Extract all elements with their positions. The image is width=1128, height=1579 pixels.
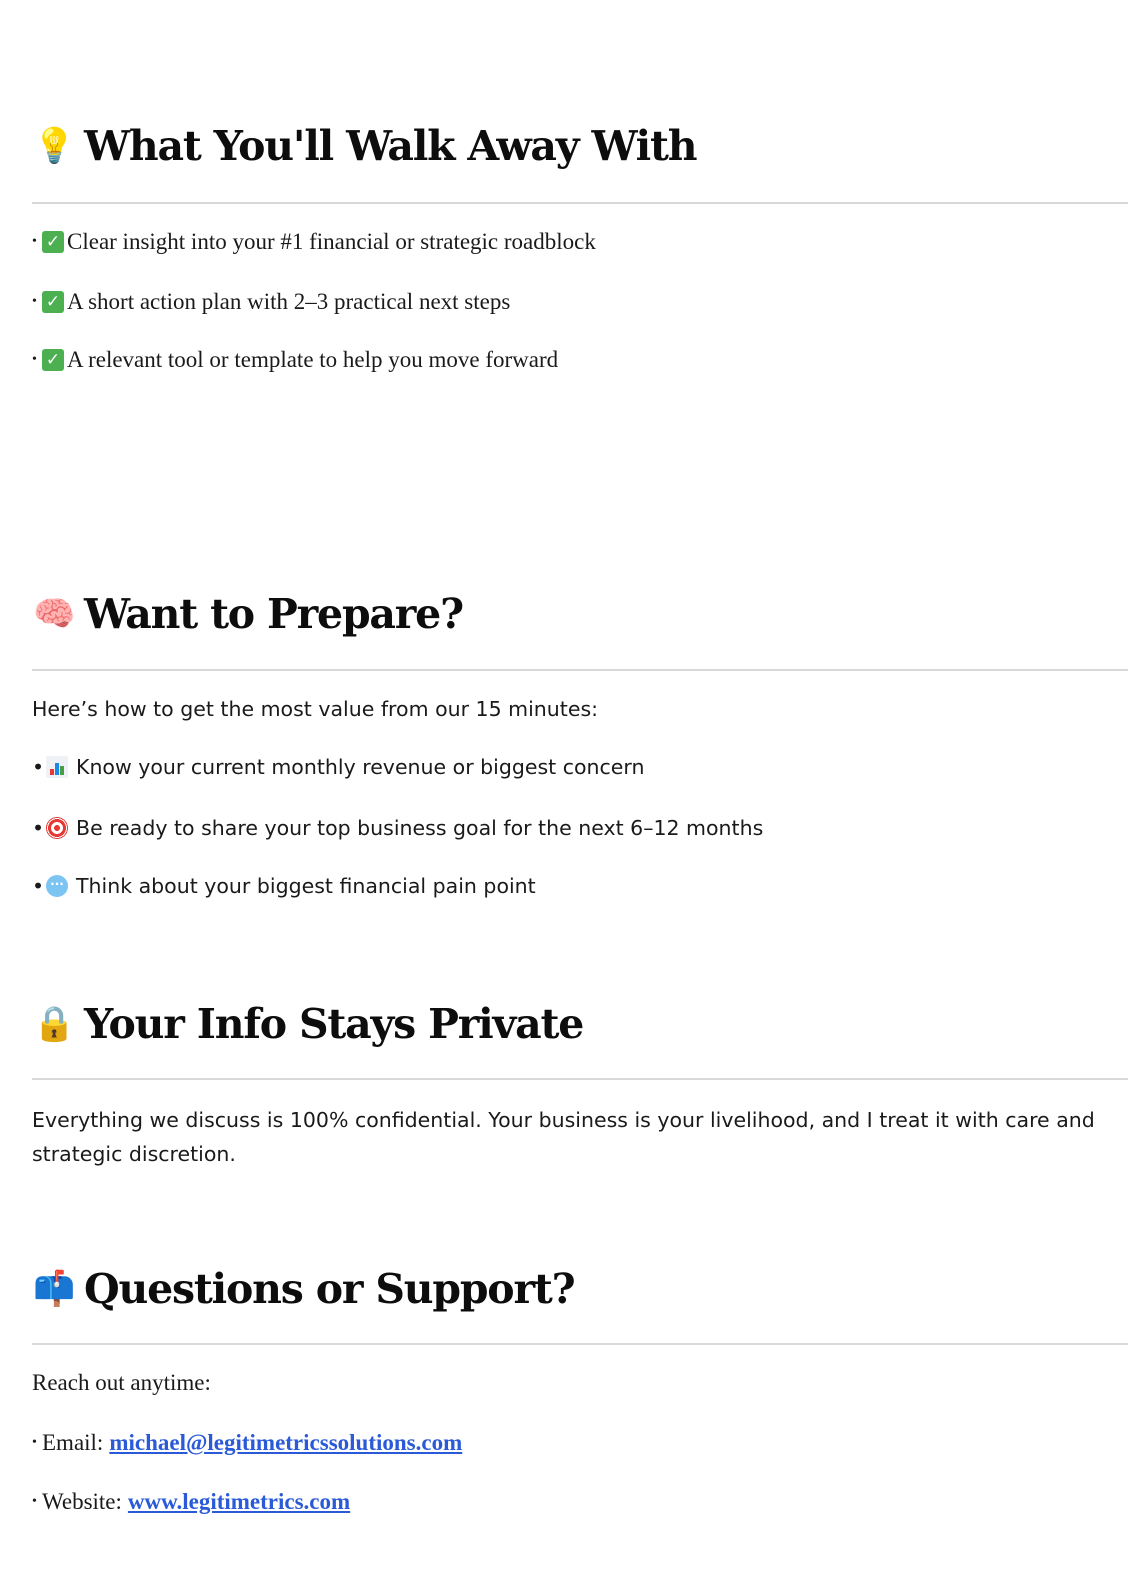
list-item <box>32 816 763 840</box>
bullet: • <box>32 755 45 779</box>
walk-away-section <box>32 118 1128 174</box>
list-item <box>32 229 596 255</box>
list-item <box>32 347 558 373</box>
list-item <box>32 874 536 898</box>
prepare-intro: Here’s how to get the most value from our 15 minutes: <box>32 697 599 721</box>
list-item-text: Think about your biggest financial pain point <box>76 874 536 898</box>
prepare-title: Want to Prepare? <box>84 590 463 638</box>
bar-chart-icon <box>46 756 68 778</box>
website-line <box>32 1489 350 1515</box>
bullet: • <box>32 874 45 898</box>
support-heading <box>32 1261 1128 1317</box>
brain-icon: 🧠 <box>33 594 75 634</box>
divider <box>32 669 1128 671</box>
walk-away-rule-wrap <box>32 202 1128 204</box>
website-link[interactable]: www.legitimetrics.com <box>127 1489 351 1514</box>
check-icon: ✓ <box>42 349 64 371</box>
list-item <box>32 755 645 779</box>
private-rule-wrap <box>32 1078 1128 1080</box>
list-item-text: Clear insight into your #1 financial or strategic roadblock <box>67 229 596 254</box>
check-icon: ✓ <box>42 231 64 253</box>
target-icon <box>46 817 68 839</box>
email-line <box>32 1430 462 1456</box>
list-item-text: Know your current monthly revenue or biggest concern <box>76 755 645 779</box>
support-section <box>32 1261 1128 1317</box>
divider <box>32 1343 1128 1345</box>
support-intro: Reach out anytime: <box>32 1370 211 1395</box>
list-item-text: A short action plan with 2–3 practical next steps <box>67 289 511 314</box>
email-label: Email: <box>42 1430 104 1455</box>
list-item-text: Be ready to share your top business goal for the next 6–12 months <box>76 816 764 840</box>
email-link[interactable]: michael@legitimetricssolutions.com <box>109 1430 463 1455</box>
private-body: Everything we discuss is 100% confidential. Your business is your livelihood, and I treat it with care and strategic discretion. <box>32 1108 1095 1166</box>
website-label: Website: <box>42 1489 122 1514</box>
private-section <box>32 996 1128 1052</box>
support-rule-wrap <box>32 1343 1128 1345</box>
check-icon: ✓ <box>42 291 64 313</box>
bullet: • <box>32 1494 37 1509</box>
prepare-rule-wrap <box>32 669 1128 671</box>
divider <box>32 202 1128 204</box>
speech-bubble-icon: ··· <box>46 875 68 897</box>
list-item <box>32 289 510 315</box>
bullet: • <box>32 294 37 309</box>
bullet: • <box>32 352 37 367</box>
walk-away-heading <box>32 118 1128 174</box>
bullet: • <box>32 234 37 249</box>
bullet: • <box>32 1435 37 1450</box>
prepare-heading <box>32 586 1128 642</box>
list-item-text: A relevant tool or template to help you move forward <box>67 347 559 372</box>
lightbulb-icon: 💡 <box>33 126 75 166</box>
support-title: Questions or Support? <box>84 1265 575 1313</box>
bullet: • <box>32 816 45 840</box>
mailbox-icon: 📫 <box>33 1269 75 1309</box>
prepare-section <box>32 586 1128 642</box>
divider <box>32 1078 1128 1080</box>
private-heading <box>32 996 1128 1052</box>
walk-away-title: What You'll Walk Away With <box>84 122 697 170</box>
private-title: Your Info Stays Private <box>84 1000 584 1048</box>
lock-icon: 🔒 <box>33 1004 75 1044</box>
